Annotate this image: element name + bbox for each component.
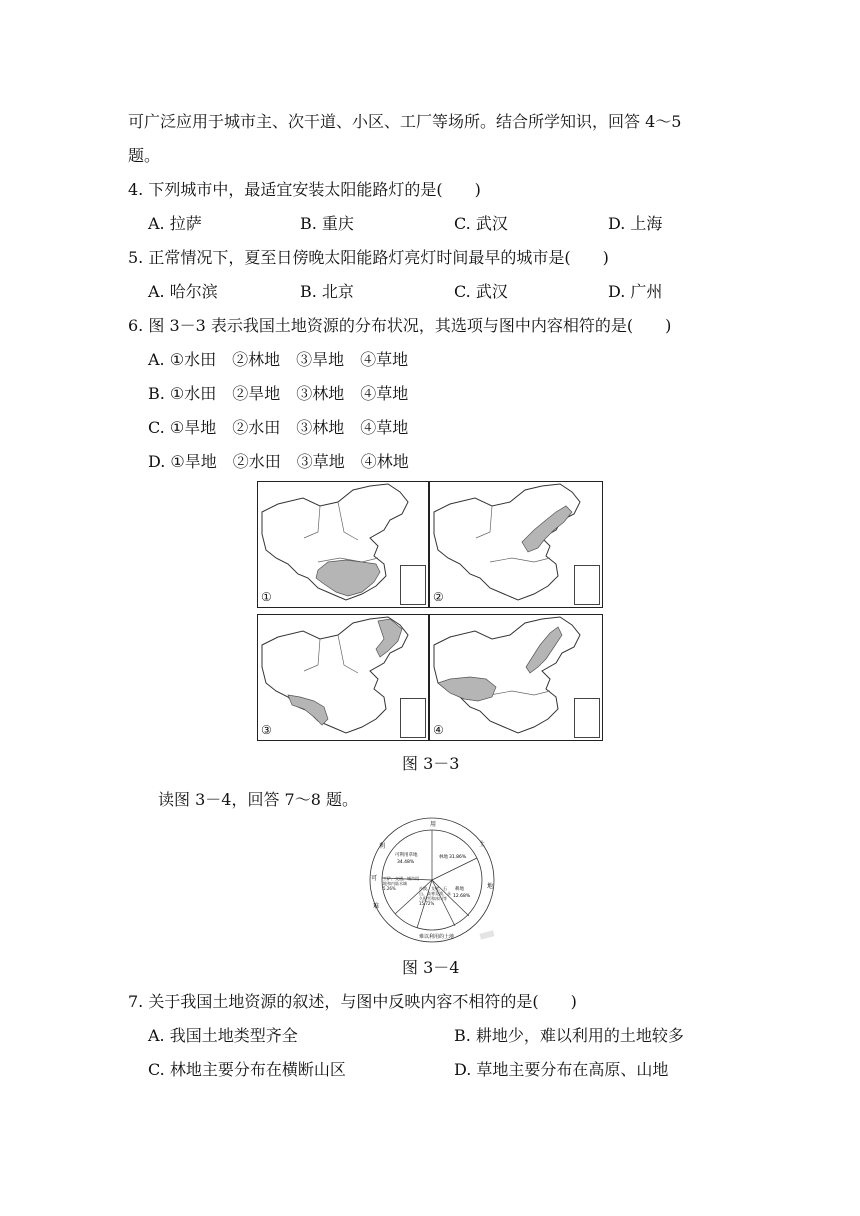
- question-7-stem: 7. 关于我国土地资源的叙述，与图中反映内容不相符的是( ): [128, 992, 577, 1011]
- segment-value-desert: 15.72%: [419, 901, 435, 906]
- q7-option-a: A. 我国土地类型齐全: [148, 1026, 298, 1045]
- segment-label-urban: 工矿、交通、城市用地和内陆水域: [383, 876, 419, 886]
- q6-option-b: B. ①水田 ②旱地 ③林地 ④草地: [148, 384, 409, 403]
- segment-value-urban: 5.26%: [383, 886, 396, 891]
- segment-label-desert-wrap: [419, 886, 451, 918]
- q4-option-b: B. 重庆: [300, 214, 354, 233]
- q7-option-b: B. 耕地少，难以利用的土地较多: [454, 1026, 684, 1045]
- q5-option-d: D. 广州: [608, 282, 663, 301]
- segment-label-grassland: 可利用草地: [395, 853, 418, 858]
- province-line: [338, 635, 358, 673]
- south-china-sea-inset: [574, 698, 600, 738]
- grassland-region-plateau: [438, 677, 496, 701]
- q6-option-a: A. ①水田 ②林地 ③旱地 ④草地: [148, 350, 409, 369]
- q4-option-a: A. 拉萨: [148, 214, 202, 233]
- q5-option-a: A. 哈尔滨: [148, 282, 218, 301]
- province-line: [490, 691, 550, 695]
- china-outline: [434, 484, 580, 600]
- question-5-stem: 5. 正常情况下，夏至日傍晚太阳能路灯亮灯时间最早的城市是( ): [128, 248, 609, 267]
- segment-label-cropland: 耕地: [455, 887, 464, 892]
- map-panel-2: [429, 481, 603, 608]
- ring-label: 难: [373, 903, 380, 910]
- paddy-field-region: [316, 560, 380, 596]
- question-6-stem: 6. 图 3－3 表示我国土地资源的分布状况，其选项与图中内容相符的是( ): [128, 316, 672, 335]
- province-line: [490, 558, 550, 562]
- dry-land-region: [522, 506, 572, 552]
- panel-number-3: ③: [261, 723, 272, 737]
- q4-option-d: D. 上海: [608, 214, 663, 233]
- ring-label: 可: [371, 875, 378, 882]
- segment-label-urban-wrap: [383, 876, 419, 904]
- forest-region-southwest: [288, 695, 328, 725]
- segment-value-cropland: 12.68%: [453, 894, 471, 899]
- panel-number-1: ①: [261, 590, 272, 604]
- province-line: [338, 502, 358, 540]
- map-panel-1: [257, 481, 429, 608]
- south-china-sea-inset: [400, 698, 426, 738]
- ring-label: 用: [430, 821, 437, 828]
- q4-option-c: C. 武汉: [454, 214, 508, 233]
- ring-label: 地: [487, 883, 494, 890]
- ring-bottom-label: 难以利用的土地: [419, 934, 455, 940]
- q6-option-c: C. ①旱地 ②水田 ③林地 ④草地: [148, 418, 409, 437]
- map-panel-4: [429, 614, 603, 741]
- panel-number-4: ④: [433, 723, 444, 737]
- figure-3-4-caption: 图 3－4: [402, 958, 460, 977]
- q5-option-b: B. 北京: [300, 282, 354, 301]
- south-china-sea-inset: [574, 565, 600, 605]
- segment-label-forest: 林地: [439, 855, 448, 860]
- land-use-pie-chart: [365, 816, 499, 944]
- province-line: [304, 506, 320, 538]
- read-prompt: 读图 3－4，回答 7～8 题。: [158, 790, 358, 809]
- segment-label-desert: 沙漠、戈壁、石山、高寒荒漠、永久积雪和冰川等: [419, 886, 451, 901]
- q7-option-d: D. 草地主要分布在高原、山地: [454, 1060, 669, 1079]
- forest-region-northeast: [376, 619, 402, 657]
- segment-value-grassland: 34.48%: [397, 860, 415, 865]
- province-line: [476, 506, 492, 538]
- map-panel-3: [257, 614, 429, 741]
- figure-3-3-caption: 图 3－3: [402, 754, 460, 773]
- intro-line-1: 可广泛应用于城市主、次干道、小区、工厂等场所。结合所学知识，回答 4～5: [128, 112, 682, 131]
- province-line: [304, 639, 320, 671]
- intro-line-2: 题。: [128, 146, 161, 165]
- question-4-stem: 4. 下列城市中，最适宜安装太阳能路灯的是( ): [128, 180, 481, 199]
- ring-label: 土: [479, 841, 486, 848]
- south-china-sea-inset: [400, 565, 426, 605]
- ring-label: 利: [379, 843, 386, 850]
- q7-option-c: C. 林地主要分布在横断山区: [148, 1060, 346, 1079]
- grassland-region-north: [526, 627, 562, 673]
- panel-number-2: ②: [433, 590, 444, 604]
- q5-option-c: C. 武汉: [454, 282, 508, 301]
- segment-value-forest: 31.86%: [449, 855, 467, 860]
- q6-option-d: D. ①旱地 ②水田 ③草地 ④林地: [148, 452, 409, 471]
